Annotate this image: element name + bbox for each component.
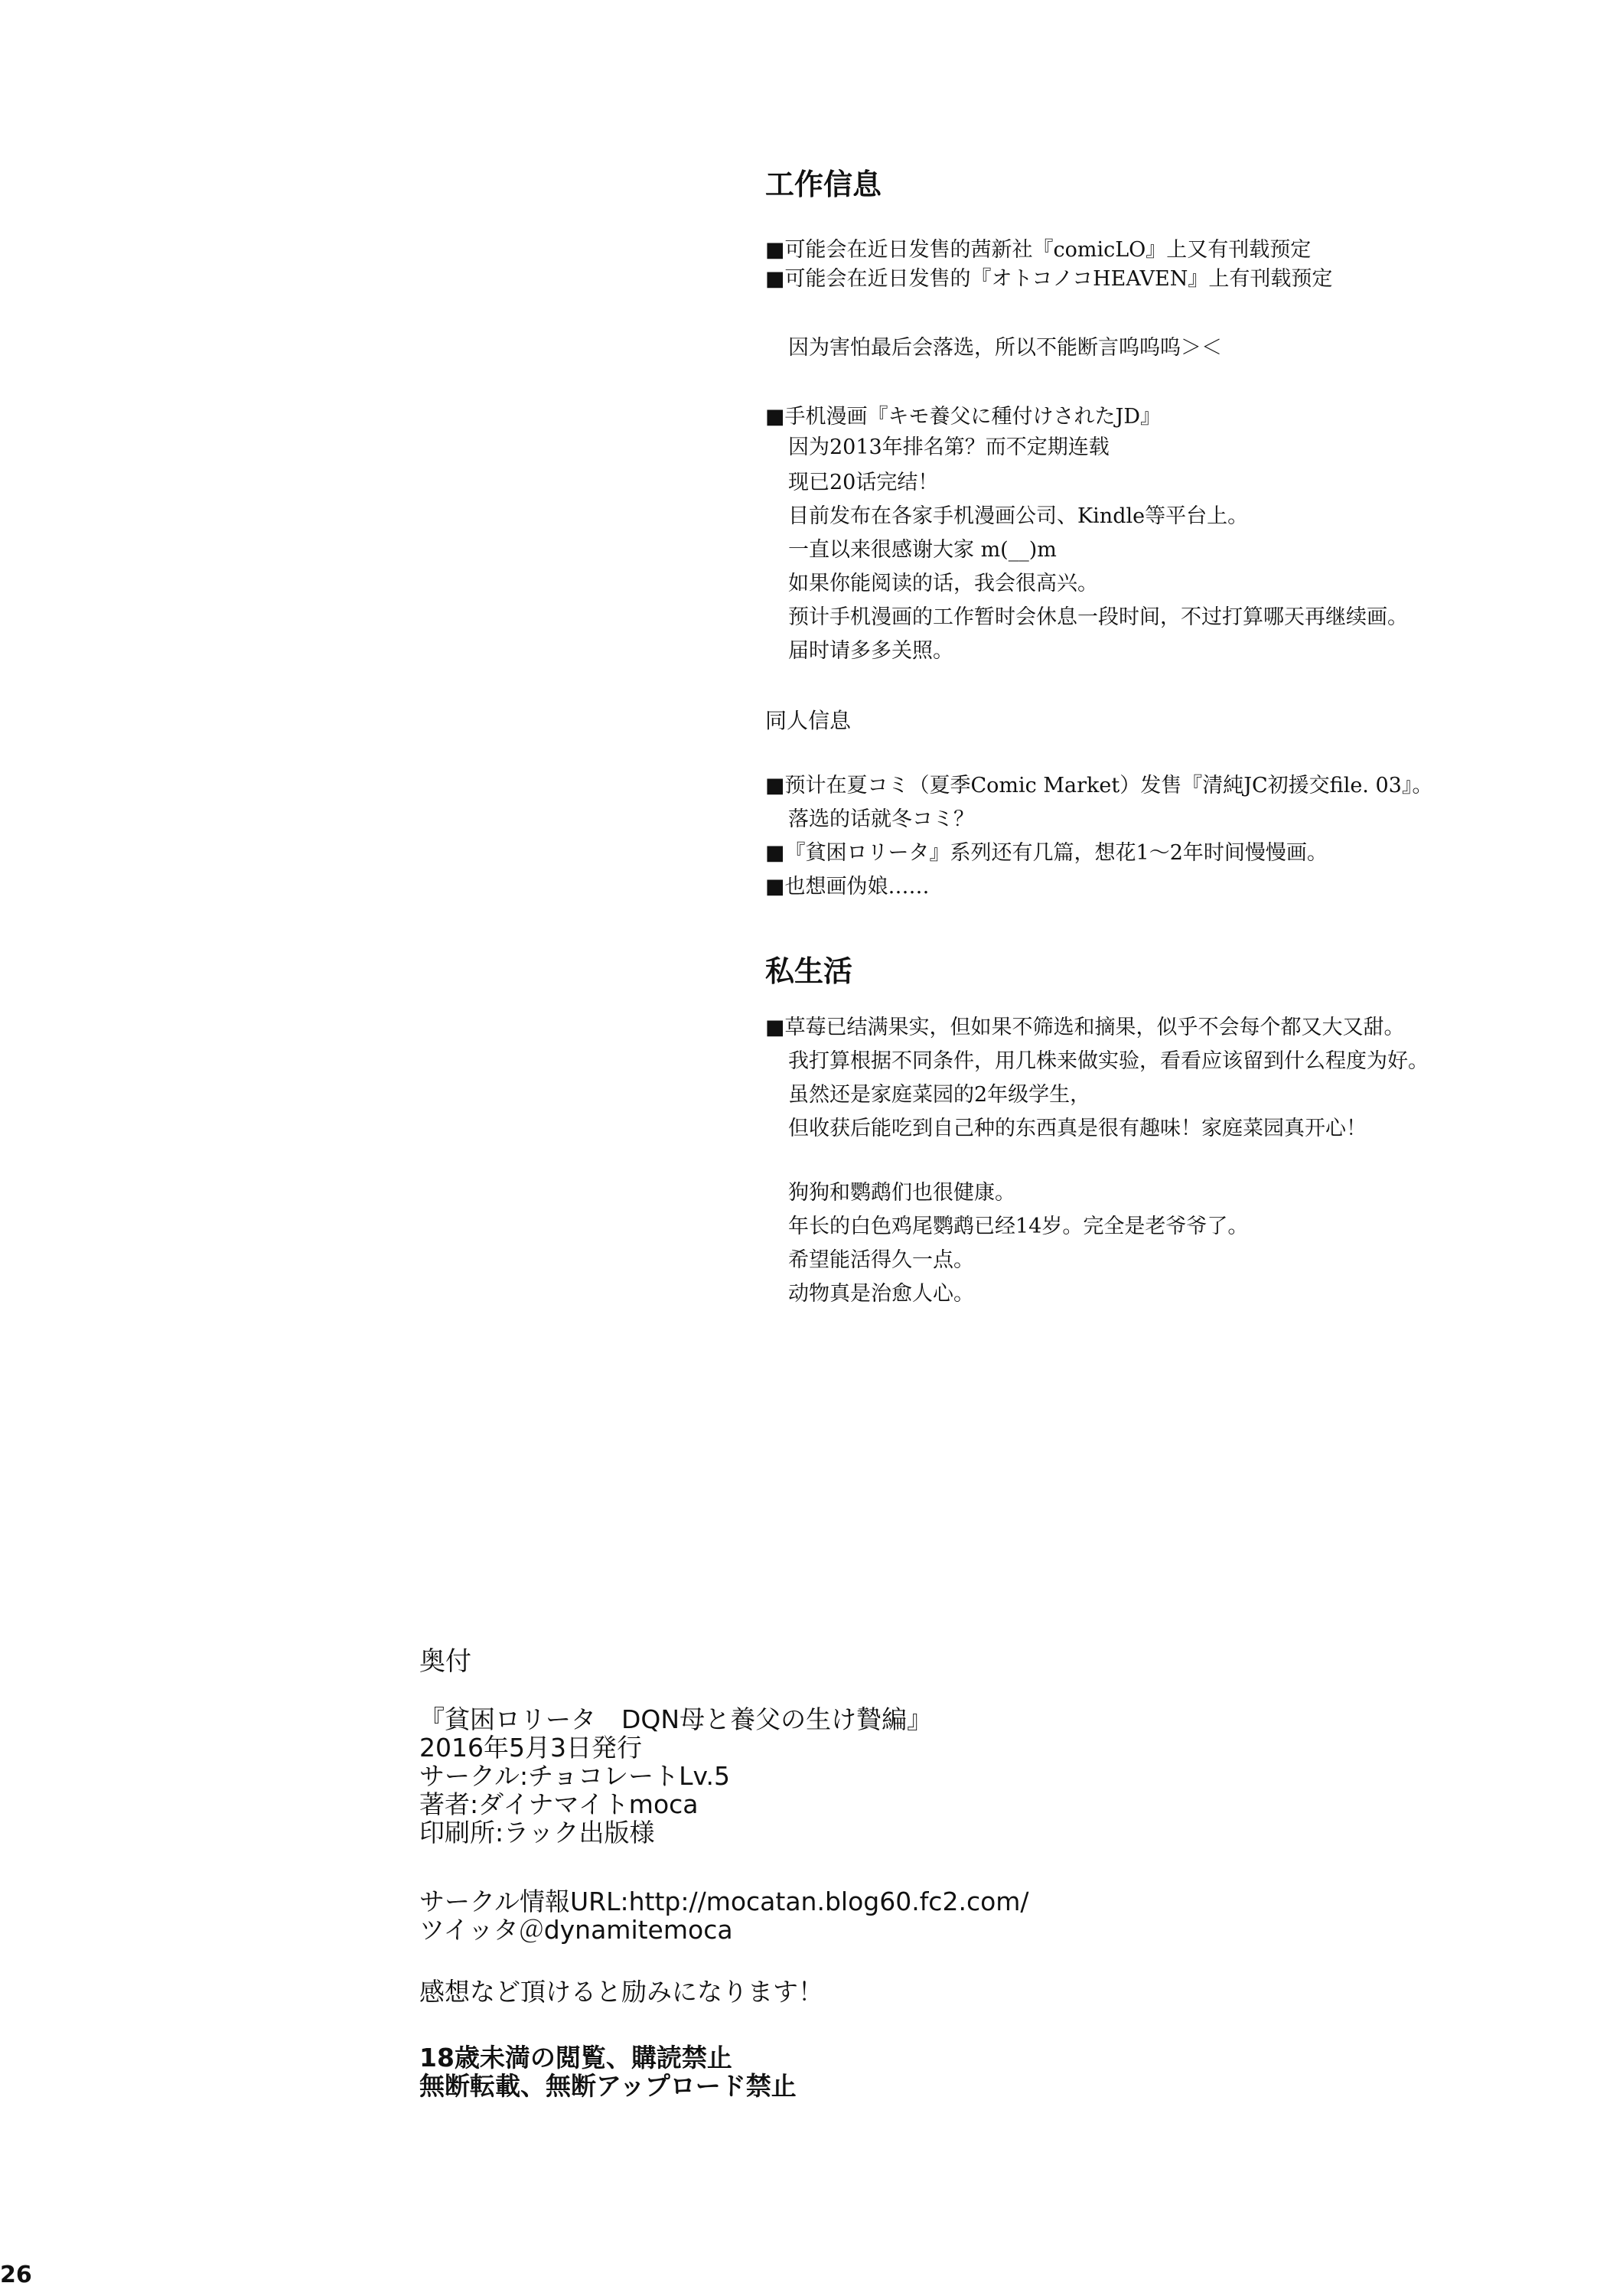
- private-life-line: 动物真是治愈人心。: [788, 1282, 974, 1306]
- private-life-line: ■草莓已结满果实，但如果不筛选和摘果，似乎不会每个都又大又甜。: [765, 1016, 1405, 1039]
- work-info-line: 如果你能阅读的话，我会很高兴。: [788, 572, 1098, 595]
- doujin-info-line: ■『貧困ロリータ』系列还有几篇，想花1～2年时间慢慢画。: [765, 841, 1328, 865]
- work-info-line: ■可能会在近日发售的『オトコノコHEAVEN』上有刊载预定: [765, 267, 1333, 291]
- work-info-line: ■可能会在近日发售的茜新社『comicLO』上又有刊载预定: [765, 238, 1312, 262]
- work-info-line: 因为2013年排名第？而不定期连载: [788, 435, 1110, 459]
- colophon-twitter: ツイッタ＠dynamitemoca: [419, 1915, 733, 1945]
- private-life-line: 年长的白色鸡尾鹦鹉已经14岁。完全是老爷爷了。: [788, 1215, 1249, 1238]
- page-number: 26: [0, 2262, 32, 2288]
- doujin-info-line: ■也想画伪娘……: [765, 875, 930, 899]
- colophon-age-warning: 18歳未満の閲覧、購読禁止: [419, 2043, 732, 2073]
- private-life-line: 虽然还是家庭菜园的2年级学生，: [788, 1083, 1091, 1107]
- private-life-line: 希望能活得久一点。: [788, 1248, 974, 1272]
- colophon-url: サークル情報URL:http://mocatan.blog60.fc2.com/: [419, 1887, 1029, 1916]
- doujin-info-line: ■预计在夏コミ（夏季Comic Market）发售『清純JC初援交file. 03』。: [765, 774, 1433, 797]
- colophon-heading: 奥付: [419, 1646, 471, 1677]
- work-info-line: 一直以来很感谢大家 m(__)m: [788, 538, 1057, 562]
- work-info-line: 现已20话完结！: [788, 471, 939, 494]
- private-life-line: 狗狗和鹦鹉们也很健康。: [788, 1181, 1015, 1205]
- colophon-feedback: 感想など頂けると励みになります！: [419, 1977, 823, 2007]
- work-info-title: 工作信息: [765, 167, 882, 201]
- doujin-info-title: 同人信息: [765, 708, 852, 733]
- work-info-line: 预计手机漫画的工作暂时会休息一段时间，不过打算哪天再继续画。: [788, 605, 1408, 629]
- colophon-copy-warning: 無断転載、無断アップロード禁止: [419, 2071, 797, 2101]
- doujin-info-line: 落选的话就冬コミ？: [788, 807, 974, 831]
- colophon-circle: サークル:チョコレートLv.5: [419, 1761, 730, 1791]
- private-life-line: 我打算根据不同条件，用几株来做实验，看看应该留到什么程度为好。: [788, 1049, 1429, 1073]
- colophon-date: 2016年5月3日発行: [419, 1733, 642, 1763]
- colophon-author: 著者:ダイナマイトmoca: [419, 1789, 699, 1819]
- private-life-line: 但收获后能吃到自己种的东西真是很有趣味！家庭菜园真开心！: [788, 1117, 1367, 1140]
- colophon-book-title: 『貧困ロリータ DQN母と養父の生け贄編』: [419, 1704, 933, 1734]
- work-info-line: ■手机漫画『キモ養父に種付けされたJD』: [765, 405, 1161, 429]
- private-life-title: 私生活: [765, 954, 853, 988]
- work-info-line: 因为害怕最后会落选，所以不能断言呜呜呜＞＜: [788, 336, 1222, 360]
- colophon-printer: 印刷所:ラック出版様: [419, 1818, 655, 1848]
- work-info-line: 届时请多多关照。: [788, 639, 953, 663]
- work-info-line: 目前发布在各家手机漫画公司、Kindle等平台上。: [788, 504, 1249, 528]
